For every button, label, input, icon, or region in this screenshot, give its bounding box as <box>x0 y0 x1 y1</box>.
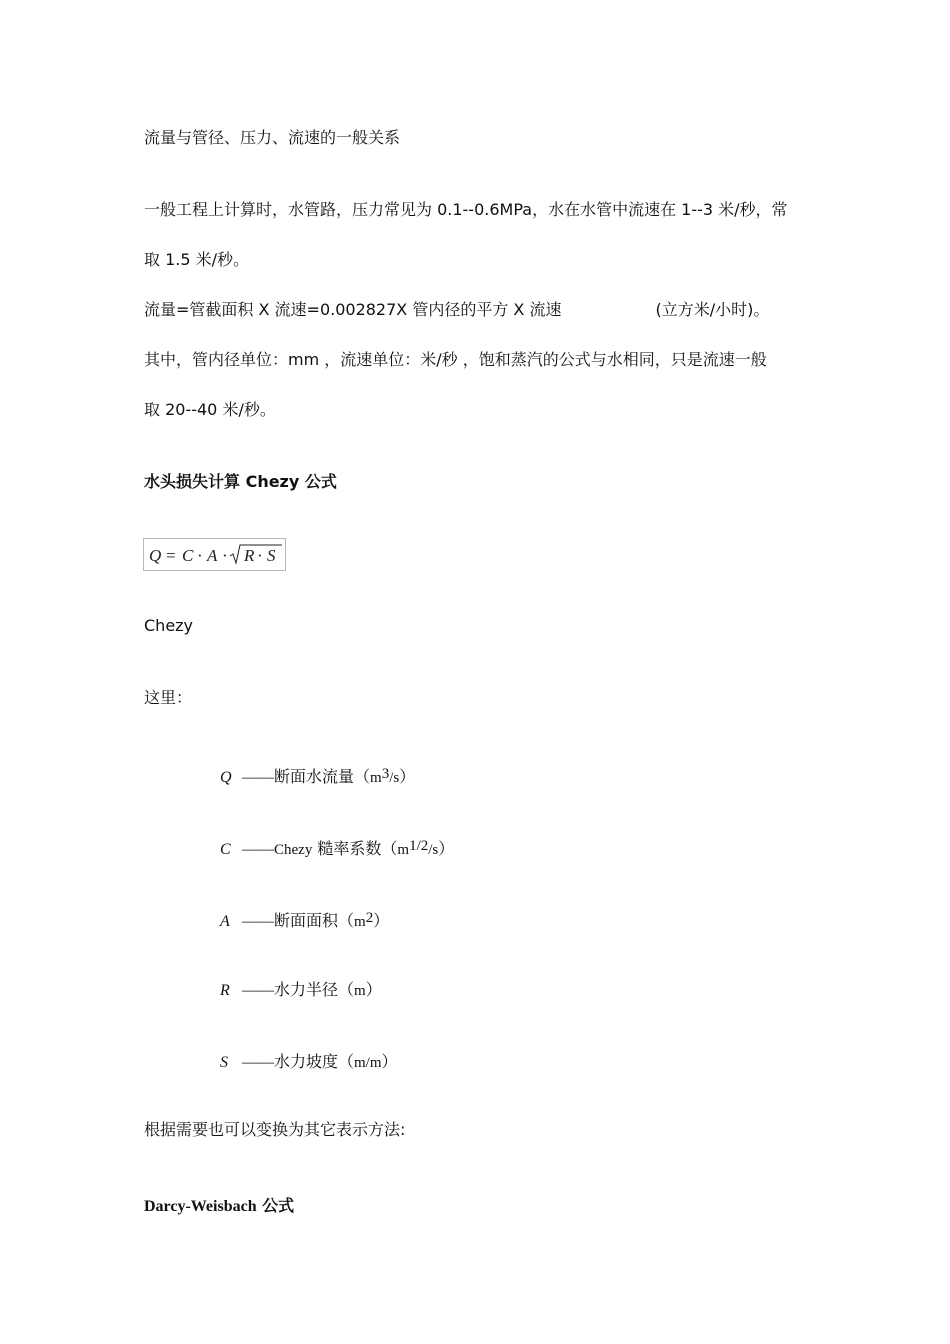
units-paragraph-line-2: 取 20--40 米/秒。 <box>144 400 276 419</box>
definition-dash: —— <box>242 982 274 999</box>
formula-a: A <box>207 546 218 565</box>
definition-text: 水力半径（ <box>274 980 355 999</box>
definition-unit: m <box>397 842 410 858</box>
chezy-formula-svg <box>144 539 285 570</box>
definition-s <box>220 1052 398 1073</box>
formula-q: Q <box>149 546 162 565</box>
chezy-formula-image <box>143 538 286 571</box>
intro-paragraph-line-2: 取 1.5 米/秒。 <box>144 250 250 269</box>
definition-text-prefix: Chezy <box>274 842 313 858</box>
definition-unit-sup: 1/2 <box>409 838 429 854</box>
definition-symbol: A <box>220 913 230 930</box>
definition-dash: —— <box>242 913 274 930</box>
definition-dash: —— <box>242 841 274 858</box>
definition-text: 断面水流量（ <box>274 767 371 786</box>
definition-a <box>220 908 389 932</box>
definition-unit: m <box>354 914 366 930</box>
formula-s: S <box>267 546 276 565</box>
darcy-heading-cjk: 公式 <box>256 1196 295 1215</box>
darcy-heading-latin: Darcy-Weisbach <box>144 1198 257 1215</box>
definition-text: 糙率系数（ <box>312 839 398 858</box>
formula-equals: = <box>166 546 176 565</box>
chezy-heading: 水头损失计算 Chezy 公式 <box>144 472 337 491</box>
definition-unit-tail: /s <box>389 770 400 786</box>
definition-symbol: S <box>220 1054 228 1071</box>
definition-r <box>220 980 382 1001</box>
here-label: 这里： <box>144 688 193 707</box>
definition-symbol: C <box>220 841 231 858</box>
page-title: 流量与管径、压力、流速的一般关系 <box>144 128 401 147</box>
definition-q <box>220 764 415 788</box>
definition-c <box>220 836 454 860</box>
transform-note: 根据需要也可以变换为其它表示方法: <box>144 1120 406 1139</box>
formula-dot-3: · <box>257 546 263 565</box>
definition-text: 断面面积（ <box>274 911 355 930</box>
definition-symbol: R <box>220 982 230 999</box>
flow-formula-line <box>144 300 769 320</box>
intro-paragraph-line-1: 一般工程上计算时，水管路，压力常见为 0.1--0.6MPa，水在水管中流速在 1--3 米/秒，常 <box>144 200 788 219</box>
formula-r: R <box>244 546 255 565</box>
formula-c: C <box>182 546 194 565</box>
definition-dash: —— <box>242 1054 274 1071</box>
definition-unit: m <box>370 770 382 786</box>
definition-unit-sup: 3 <box>381 766 390 782</box>
definition-close: ） <box>381 1052 398 1071</box>
definition-unit-tail: /s <box>428 842 439 858</box>
formula-dot-1: · <box>197 546 203 565</box>
definition-close: ） <box>399 767 416 786</box>
formula-dot-2: · <box>222 546 228 565</box>
definition-unit: m/m <box>354 1055 382 1071</box>
definition-unit: m <box>354 983 366 999</box>
definition-dash: —— <box>242 769 274 786</box>
units-paragraph-line-1: 其中，管内径单位：mm ，流速单位：米/秒 ，饱和蒸汽的公式与水相同，只是流速一般 <box>144 350 767 369</box>
definition-text: 水力坡度（ <box>274 1052 355 1071</box>
definition-close: ） <box>373 911 390 930</box>
definition-unit-sup: 2 <box>365 910 374 926</box>
chezy-label: Chezy <box>144 616 194 635</box>
definition-close: ） <box>365 980 382 999</box>
definition-close: ） <box>438 839 455 858</box>
darcy-heading <box>144 1196 294 1217</box>
definition-symbol: Q <box>220 769 232 786</box>
flow-formula-text: 流量=管截面积 X 流速=0.002827X 管内径的平方 X 流速 <box>144 300 562 319</box>
flow-formula-unit: (立方米/小时)。 <box>655 300 770 319</box>
